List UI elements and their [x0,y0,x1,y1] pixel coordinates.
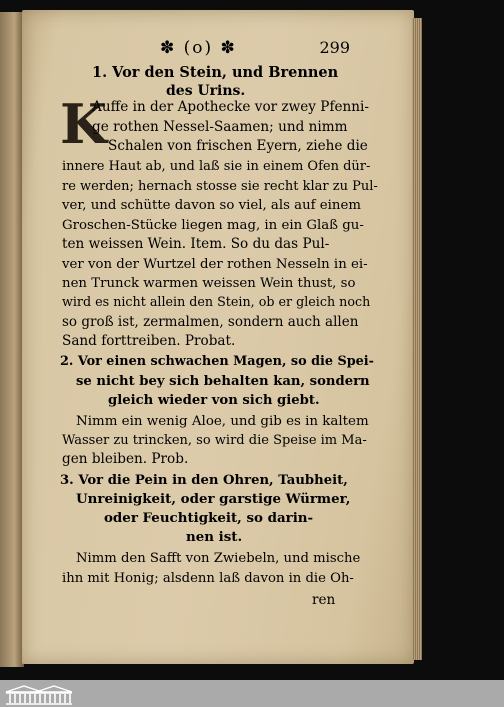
section-1-text-line: Auffe in der Apothecke vor zwey Pfenni- [92,99,369,115]
section-3-title-line-4: nen ist. [186,529,243,545]
section-1-text-line: wird es nicht allein den Stein, ob er gleich noch [62,294,371,309]
section-1-text-line: ver von der Wurtzel der rothen Nesseln in ei- [62,257,368,272]
section-2-text-line: Wasser zu trincken, so wird die Speise im Ma- [62,433,367,448]
previous-page-edge [0,12,24,667]
viewer-footer-bar [0,680,504,707]
decorated-initial: K [60,92,107,156]
header-ornament: ✽ (o) ✽ [160,38,237,58]
section-2-text-line: gen bleiben. Prob. [62,451,189,467]
section-1-text-line: Groschen-Stücke liegen mag, in ein Glaß gu- [62,218,364,233]
page-number: 299 [319,38,350,57]
library-building-logo [4,683,74,705]
section-1-text-line: Sand forttreiben. Probat. [62,333,236,349]
section-1-text-line: ten weissen Wein. Item. So du das Pul- [62,236,330,252]
section-1-text-line: ver, und schütte davon so viel, als auf einem [62,198,361,213]
section-3-title-line-2: Unreinigkeit, oder garstige Würmer, [76,491,351,507]
section-1-text-line: so groß ist, zermalmen, sondern auch allen [62,314,359,330]
section-2-title-line-3: gleich wieder von sich giebt. [108,393,320,408]
section-2-title-line-1: 2. Vor einen schwachen Magen, so die Spei- [60,354,374,369]
page-stack-edge [412,18,422,660]
section-3-title-line-3: oder Feuchtigkeit, so darin- [104,510,314,526]
section-3-title-line-1: 3. Vor die Pein in den Ohren, Taubheit, [60,473,348,488]
section-1-text-line: nen Trunck warmen weissen Wein thust, so [62,276,356,291]
catchword: ren [312,592,336,608]
section-1-text-line: re werden; hernach stosse sie recht klar zu Pul- [62,179,378,194]
section-1-title-line-2: des Urins. [166,83,246,99]
section-1-text-line: innere Haut ab, und laß sie in einem Ofen dür- [62,159,371,174]
section-1-text-line: Schalen von frischen Eyern, ziehe die [108,138,368,154]
section-1-title-line-1: 1. Vor den Stein, und Brennen [92,64,339,81]
section-1-text-line: ge rothen Nessel-Saamen; und nimm [92,119,348,135]
section-3-text-line: Nimm den Safft von Zwiebeln, und mische [76,551,361,566]
section-2-title-line-2: se nicht bey sich behalten kan, sondern [76,374,370,389]
section-2-text-line: Nimm ein wenig Aloe, und gib es in kaltem [76,414,369,429]
section-3-text-line: ihn mit Honig; alsdenn laß davon in die Oh- [62,571,354,586]
